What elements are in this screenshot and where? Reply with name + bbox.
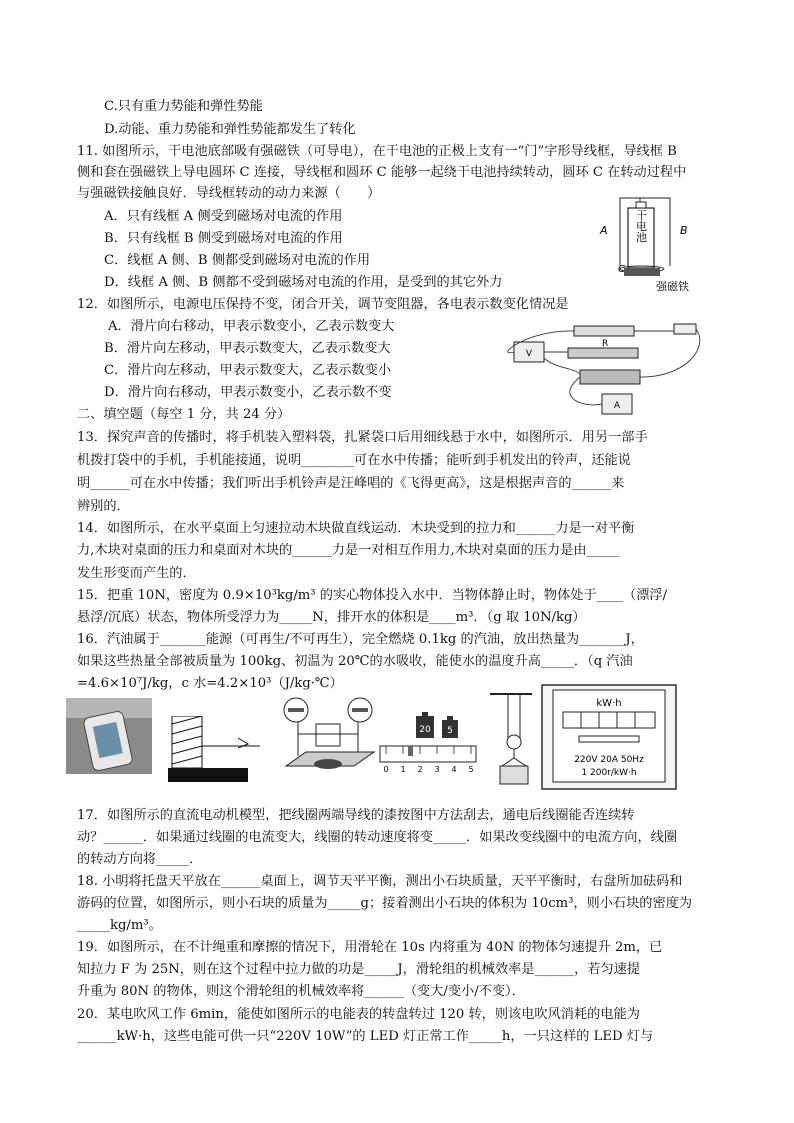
question-18-line: 18. 小明将托盘天平放在______桌面上，调节天平平衡，测出小石块质量，天平平衡时，右盘所加砝码和: [77, 874, 683, 889]
meter-unit: kW·h: [596, 698, 622, 709]
tick-label: 4: [451, 765, 457, 774]
question-11-line: 11. 如图所示，干电池底部吸有强磁铁（可导电），在干电池的正极上支有一“门”字形导线框，导线框 B: [77, 144, 677, 159]
question-14-line: 力,木块对桌面的压力和桌面对木块的______力是一对相互作用力,木块对桌面的压力是由_____: [77, 543, 620, 558]
option-line: D.动能、重力势能和弹性势能都发生了转化: [104, 122, 356, 137]
option-line: C．滑片向左移动，甲表示数变大，乙表示数变小: [104, 363, 392, 378]
battery-frame-figure: [592, 196, 712, 296]
pulley-figure: [486, 690, 536, 790]
option-line: B．只有线框 B 侧受到磁场对电流的作用: [104, 231, 343, 246]
resistor: [568, 348, 638, 358]
question-16-line: 16．汽油属于_______能源（可再生/不可再生），完全燃烧 0.1kg 的汽油，放出热量为_______J，: [77, 632, 644, 647]
label-c: C: [618, 264, 625, 275]
battery-pack: [574, 326, 634, 336]
question-18-line: _____kg/m³。: [77, 918, 162, 933]
weight-5g-label: 5: [447, 726, 453, 736]
tick-label: 1: [400, 765, 406, 774]
resistor-label: R: [602, 339, 609, 349]
question-20-line: ______kW·h，这些电能可供一只“220V 10W”的 LED 灯正常工作_____h，一只这样的 LED 灯与: [77, 1029, 654, 1044]
beam-scale: [380, 746, 476, 762]
magnet: [314, 759, 342, 769]
magnet-label: 强磁铁: [656, 280, 689, 293]
magnet: [624, 268, 660, 276]
energy-meter-figure: [541, 684, 677, 790]
wood-block-figure: [168, 716, 274, 784]
phone-in-water-figure: [66, 698, 152, 774]
question-13-line: 明______可在水中传播；我们听出手机铃声是汪峰唱的《飞得更高》，这是根据声音的______来: [77, 476, 625, 491]
question-16-line: 如果这些热量全部被质量为 100kg、初温为 20℃的水吸收，能使水的温度升高_____．（q 汽油: [77, 654, 633, 669]
tick-label: 2: [417, 765, 423, 774]
tick-label: 5: [468, 765, 474, 774]
rheostat: [580, 370, 640, 384]
option-line: D．滑片向右移动，甲表示数变小，乙表示数不变: [104, 385, 392, 400]
option-line: A．只有线框 A 侧受到磁场对电流的作用: [104, 209, 343, 224]
question-19-line: 升重为 80N 的物体，则这个滑轮组的机械效率将______（变大/变小/不变）．: [77, 984, 525, 999]
meter-constant: 1 200r/kW·h: [581, 768, 637, 778]
battery-cap: [636, 202, 646, 208]
turntable-window: [579, 736, 639, 742]
voltmeter-label: V: [525, 349, 533, 359]
question-13-line: 13．探究声音的传播时，将手机装入塑料袋，扎紧袋口后用细线悬于水中，如图所示．用另一部手: [77, 430, 648, 445]
question-11-line: 与强磁铁接触良好．导线框转动的动力来源（ ）: [77, 186, 381, 201]
label-b: B: [680, 224, 688, 237]
question-19-line: 知拉力 F 为 25N，则在这个过程中拉力做的功是_____J，滑轮组的机械效率是______，若匀速提: [77, 962, 641, 977]
option-line: A．滑片向右移动，甲表示数变小，乙表示数变大: [108, 319, 395, 334]
option-line: C.只有重力势能和弹性势能: [104, 99, 263, 114]
question-20-line: 20．某电吹风工作 6min，能使如图所示的电能表的转盘转过 120 转，则该电吹风消耗的电能为: [77, 1007, 640, 1022]
question-14-line: 14．如图所示，在水平桌面上匀速拉动木块做直线运动．木块受到的拉力和______力是一对平衡: [77, 521, 635, 536]
question-15-line: 悬浮/沉底）状态，物体所受浮力为_____N，排开水的体积是____m³．（g 取 10N/kg）: [77, 610, 586, 625]
question-13-line: 辨别的．: [77, 499, 130, 514]
question-13-line: 机拨打袋中的手机，手机能接通，说明________可在水中传播；能听到手机发出的铃声，还能说: [77, 453, 631, 468]
label-a: A: [600, 224, 608, 237]
question-11-line: 侧和套在强磁铁上导电圆环 C 连接，导线框和圆环 C 能够一起绕干电池持续转动，圆环 C 在转动过程中: [77, 165, 687, 180]
question-19-line: 19．如图所示，在不计绳重和摩擦的情况下，用滑轮在 10s 内将重为 40N 的物体匀速提升 2m，已: [77, 940, 663, 955]
question-17-line: 的转动方向将_____．: [77, 852, 203, 867]
load-block: [500, 766, 528, 784]
question-17-line: 17．如图所示的直流电动机模型，把线圈两端导线的漆按图中方法刮去，通电后线圈能否连续转: [77, 808, 635, 823]
battery-label: 干电池: [634, 209, 648, 243]
coil: [316, 724, 340, 746]
question-17-line: 动？______．如果通过线圈的电流变大，线圈的转动速度将变_____．如果改变线圈中的电流方向，线圈: [77, 830, 678, 845]
question-12-line: 12．如图所示，电源电压保持不变，闭合开关，调节变阻器，各电表示数变化情况是: [77, 297, 569, 312]
question-16-line: =4.6×10⁷J/kg，c 水=4.2×10³（J/kg·℃）: [77, 676, 343, 691]
circuit-figure: [484, 318, 712, 422]
switch: [674, 324, 696, 334]
pulley-wheel: [507, 735, 521, 749]
weight-20g-label: 20: [419, 725, 431, 735]
option-line: B．滑片向左移动，甲表示数变大，乙表示数变大: [104, 341, 391, 356]
table: [168, 768, 248, 782]
option-line: C．线框 A 侧、B 侧都受到磁场对电流的作用: [104, 253, 371, 268]
option-line: D．线框 A 侧、B 侧都不受到磁场对电流的作用，是受到的其它外力: [104, 275, 503, 290]
section-heading: 二、填空题（每空 1 分，共 24 分）: [77, 407, 291, 422]
meter-rating: 220V 20A 50Hz: [574, 755, 644, 765]
digit-window: [563, 712, 655, 728]
motor-model-figure: [278, 696, 378, 788]
rider: [408, 746, 413, 756]
tick-label: 3: [434, 765, 440, 774]
tick-label: 0: [383, 765, 389, 774]
question-18-line: 游码的位置，如图所示，则小石块的质量为_____g；接着测出小石块的体积为 10cm³，则小石块的密度为: [77, 896, 693, 911]
ammeter-label: A: [613, 401, 621, 411]
question-14-line: 发生形变而产生的．: [77, 566, 196, 581]
question-15-line: 15．把重 10N，密度为 0.9×10³kg/m³ 的实心物体投入水中．当物体静止时，物体处于____（漂浮/: [77, 588, 668, 603]
balance-weights-figure: [378, 712, 478, 774]
